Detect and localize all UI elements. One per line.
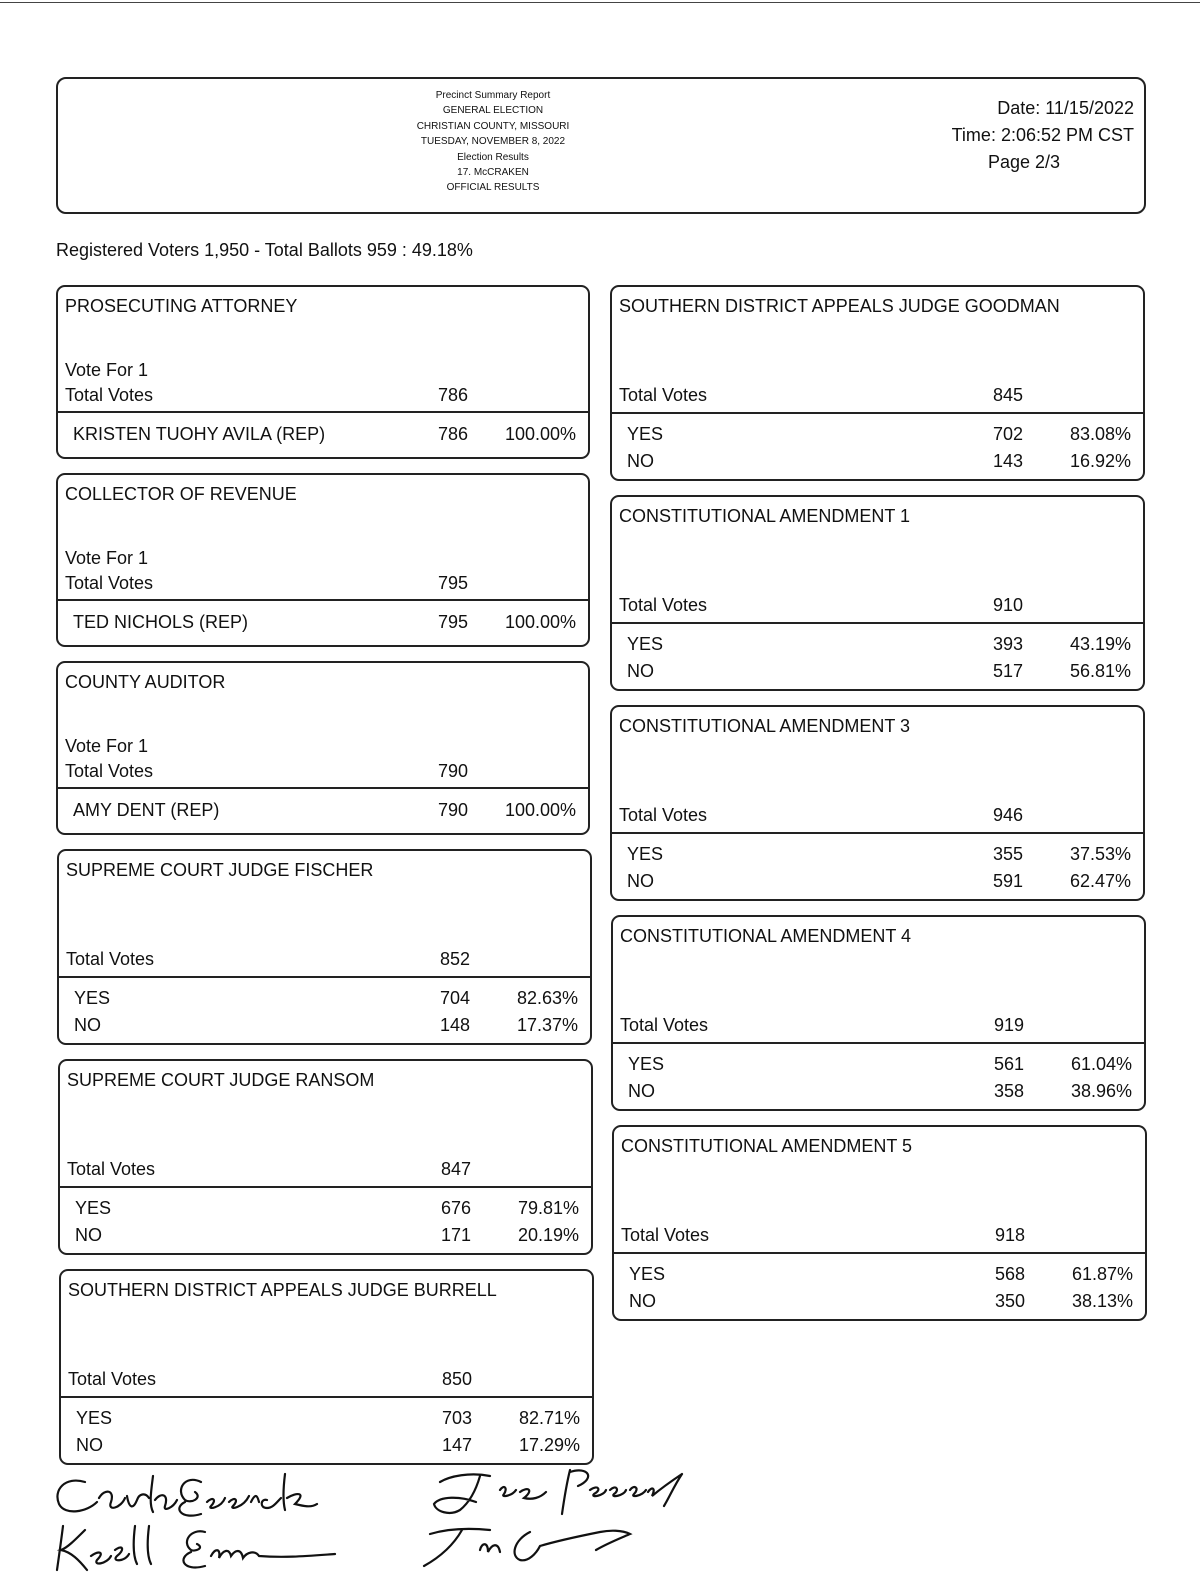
- report-title-line: OFFICIAL RESULTS: [446, 182, 540, 194]
- choice-name: YES: [627, 634, 664, 654]
- choice-name: NO: [76, 1435, 103, 1455]
- choice-name: NO: [628, 1081, 655, 1101]
- report-header: [56, 77, 1146, 214]
- choice-votes: 568: [994, 1264, 1025, 1284]
- total-votes-label: Total Votes: [67, 1159, 156, 1179]
- choice-percent: 82.71%: [518, 1408, 580, 1428]
- contest-divider: [59, 976, 590, 978]
- choice-votes: 703: [441, 1408, 472, 1428]
- contest-divider: [613, 1042, 1144, 1044]
- choice-percent: 61.04%: [1070, 1054, 1132, 1074]
- total-votes-value: 918: [994, 1225, 1025, 1245]
- report-title-line: Election Results: [457, 151, 529, 163]
- contest-title: SUPREME COURT JUDGE FISCHER: [66, 860, 374, 880]
- choice-percent: 20.19%: [517, 1225, 579, 1245]
- report-title-line: GENERAL ELECTION: [442, 105, 544, 117]
- contest-divider: [58, 411, 588, 413]
- contest-title: CONSTITUTIONAL AMENDMENT 4: [620, 926, 912, 946]
- report-title-line: 17. McCRAKEN: [457, 167, 529, 179]
- choice-votes: 143: [992, 451, 1023, 471]
- report-title-line: TUESDAY, NOVEMBER 8, 2022: [420, 136, 566, 148]
- choice-name: NO: [627, 451, 654, 471]
- choice-name: TED NICHOLS (REP): [73, 612, 249, 632]
- result-row: [612, 661, 1143, 687]
- choice-percent: 100.00%: [504, 424, 576, 444]
- result-row: [613, 1081, 1144, 1107]
- choice-name: YES: [627, 844, 664, 864]
- total-votes-value: 919: [993, 1015, 1024, 1035]
- report-title-block: [388, 88, 598, 196]
- choice-votes: 790: [437, 800, 468, 820]
- result-row: [612, 844, 1143, 870]
- result-row: [61, 1435, 592, 1461]
- choice-votes: 702: [992, 424, 1023, 444]
- total-votes-label: Total Votes: [65, 573, 154, 593]
- choice-votes: 393: [992, 634, 1023, 654]
- signature-carla-essick: [45, 1468, 385, 1528]
- total-votes-value: 946: [992, 805, 1023, 825]
- contest-box: [59, 1269, 594, 1465]
- result-row: [61, 1408, 592, 1434]
- choice-votes: 704: [439, 988, 470, 1008]
- choice-percent: 16.92%: [1069, 451, 1131, 471]
- choice-votes: 147: [441, 1435, 472, 1455]
- choice-votes: 148: [439, 1015, 470, 1035]
- choice-percent: 100.00%: [504, 612, 576, 632]
- total-votes-value: 845: [992, 385, 1023, 405]
- contest-title: COUNTY AUDITOR: [65, 672, 226, 692]
- result-row: [60, 1225, 591, 1251]
- contest-box: [58, 1059, 593, 1255]
- contest-box: [610, 705, 1145, 901]
- vote-for-label: Vote For 1: [65, 548, 149, 568]
- choice-percent: 38.13%: [1071, 1291, 1133, 1311]
- contest-divider: [612, 832, 1143, 834]
- choice-name: YES: [74, 988, 111, 1008]
- vote-for-label: Vote For 1: [65, 736, 149, 756]
- result-row: [612, 871, 1143, 897]
- choice-name: YES: [627, 424, 664, 444]
- result-row: [612, 451, 1143, 477]
- choice-votes: 358: [993, 1081, 1024, 1101]
- contest-title: CONSTITUTIONAL AMENDMENT 3: [619, 716, 911, 736]
- contest-box: [56, 285, 590, 459]
- choice-name: KRISTEN TUOHY AVILA (REP): [73, 424, 326, 444]
- choice-votes: 171: [440, 1225, 471, 1245]
- contest-box: [610, 285, 1145, 481]
- result-row: [59, 988, 590, 1014]
- contest-divider: [58, 599, 588, 601]
- choice-votes: 561: [993, 1054, 1024, 1074]
- total-votes-label: Total Votes: [619, 805, 708, 825]
- choice-votes: 795: [437, 612, 468, 632]
- contest-box: [57, 849, 592, 1045]
- choice-name: NO: [627, 661, 654, 681]
- choice-percent: 56.81%: [1069, 661, 1131, 681]
- contest-title: COLLECTOR OF REVENUE: [65, 484, 297, 504]
- result-row: [614, 1264, 1145, 1290]
- choice-name: YES: [75, 1198, 112, 1218]
- result-row: [58, 612, 588, 638]
- choice-percent: 37.53%: [1069, 844, 1131, 864]
- total-votes-label: Total Votes: [66, 949, 155, 969]
- total-votes-label: Total Votes: [621, 1225, 710, 1245]
- choice-votes: 517: [992, 661, 1023, 681]
- choice-name: YES: [629, 1264, 666, 1284]
- choice-votes: 676: [440, 1198, 471, 1218]
- total-votes-label: Total Votes: [65, 385, 154, 405]
- total-votes-label: Total Votes: [619, 385, 708, 405]
- choice-votes: 786: [437, 424, 468, 444]
- signature-kelli-erin: [45, 1520, 345, 1574]
- contest-title: CONSTITUTIONAL AMENDMENT 5: [621, 1136, 913, 1156]
- total-votes-value: 847: [440, 1159, 471, 1179]
- choice-votes: 591: [992, 871, 1023, 891]
- total-votes-value: 910: [992, 595, 1023, 615]
- result-row: [58, 424, 588, 450]
- total-votes-label: Total Votes: [68, 1369, 157, 1389]
- choice-percent: 62.47%: [1069, 871, 1131, 891]
- report-page: Page 2/3: [987, 152, 1061, 172]
- choice-percent: 43.19%: [1069, 634, 1131, 654]
- choice-name: YES: [76, 1408, 113, 1428]
- turnout-summary: Registered Voters 1,950 - Total Ballots 959 : 49.18%: [56, 240, 473, 260]
- vote-for-label: Vote For 1: [65, 360, 149, 380]
- contest-title: CONSTITUTIONAL AMENDMENT 1: [619, 506, 911, 526]
- choice-name: NO: [627, 871, 654, 891]
- result-row: [59, 1015, 590, 1041]
- report-meta: [914, 95, 1134, 176]
- contest-title: SOUTHERN DISTRICT APPEALS JUDGE GOODMAN: [619, 296, 1060, 316]
- contest-box: [610, 495, 1145, 691]
- choice-percent: 61.87%: [1071, 1264, 1133, 1284]
- choice-percent: 17.29%: [518, 1435, 580, 1455]
- contest-divider: [614, 1252, 1145, 1254]
- total-votes-label: Total Votes: [65, 761, 154, 781]
- contest-divider: [61, 1396, 592, 1398]
- result-row: [612, 634, 1143, 660]
- total-votes-value: 786: [437, 385, 468, 405]
- contest-title: PROSECUTING ATTORNEY: [65, 296, 298, 316]
- choice-name: NO: [629, 1291, 656, 1311]
- total-votes-value: 790: [437, 761, 468, 781]
- contest-divider: [612, 412, 1143, 414]
- choice-votes: 355: [992, 844, 1023, 864]
- total-votes-value: 795: [437, 573, 468, 593]
- signature-joe-pressley: [420, 1462, 720, 1522]
- choice-name: NO: [75, 1225, 102, 1245]
- total-votes-label: Total Votes: [619, 595, 708, 615]
- report-title-line: CHRISTIAN COUNTY, MISSOURI: [416, 120, 570, 132]
- choice-percent: 100.00%: [504, 800, 576, 820]
- report-date: Date: 11/15/2022: [997, 98, 1134, 118]
- contest-box: [56, 661, 590, 835]
- result-row: [60, 1198, 591, 1224]
- total-votes-value: 850: [441, 1369, 472, 1389]
- report-time: Time: 2:06:52 PM CST: [951, 125, 1134, 145]
- result-row: [58, 800, 588, 826]
- result-row: [613, 1054, 1144, 1080]
- total-votes-value: 852: [439, 949, 470, 969]
- choice-name: AMY DENT (REP): [73, 800, 220, 820]
- choice-percent: 79.81%: [517, 1198, 579, 1218]
- result-row: [612, 424, 1143, 450]
- contest-title: SUPREME COURT JUDGE RANSOM: [67, 1070, 375, 1090]
- choice-percent: 82.63%: [516, 988, 578, 1008]
- choice-percent: 17.37%: [516, 1015, 578, 1035]
- report-title-line: Precinct Summary Report: [435, 90, 551, 101]
- choice-percent: 83.08%: [1069, 424, 1131, 444]
- contest-box: [611, 915, 1146, 1111]
- page-top-rule: [0, 2, 1200, 3]
- choice-percent: 38.96%: [1070, 1081, 1132, 1101]
- choice-name: YES: [628, 1054, 665, 1074]
- contest-title: SOUTHERN DISTRICT APPEALS JUDGE BURRELL: [68, 1280, 497, 1300]
- choice-name: NO: [74, 1015, 101, 1035]
- contest-divider: [60, 1186, 591, 1188]
- total-votes-label: Total Votes: [620, 1015, 709, 1035]
- contest-divider: [612, 622, 1143, 624]
- result-row: [614, 1291, 1145, 1317]
- contest-box: [56, 473, 590, 647]
- contest-divider: [58, 787, 588, 789]
- signature-tom-cox: [410, 1516, 670, 1572]
- contest-box: [612, 1125, 1147, 1321]
- choice-votes: 350: [994, 1291, 1025, 1311]
